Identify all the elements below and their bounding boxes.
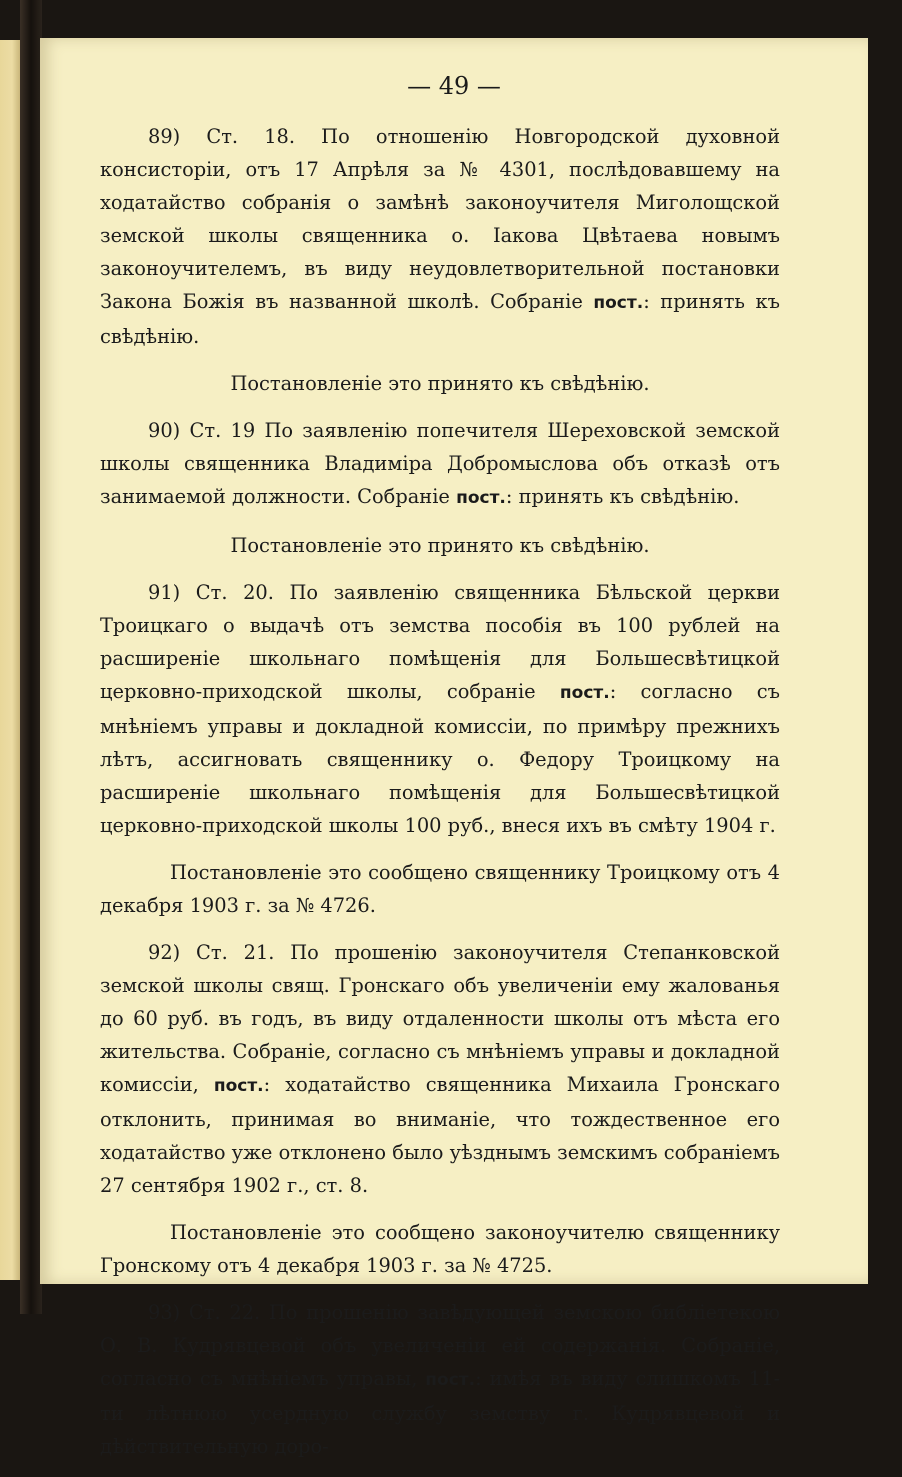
resolution-92: Постановленіе это сообщено законоучителю священнику Гронскому отъ 4 декабря 1903 г. за № 4725. bbox=[100, 1221, 780, 1277]
decision-marker: пост. bbox=[559, 683, 610, 703]
item-89: 89) Ст. 18. По отношенію Новгородской духовной консисторіи, отъ 17 Апрѣля за № 4301, послѣдовавшему на ходатайство собранія о замѣнѣ законоучителя Миголощской земской школы священника о. Іакова Цвѣтаева новымъ законоучителемъ, въ виду неудовлетворительной постановки Закона Божія въ названной школѣ. Собраніе пост.: принять къ свѣдѣнію. bbox=[100, 125, 780, 348]
decision-marker: пост. bbox=[593, 293, 644, 313]
resolution-90: Постановленіе это принято къ свѣдѣнію. bbox=[230, 534, 650, 557]
adjacent-page-edge bbox=[0, 40, 20, 1280]
decision-marker: пост. bbox=[456, 488, 506, 508]
item-91: 91) Ст. 20. По заявленію священника Бѣльской церкви Троицкаго о выдачѣ отъ земства пособія въ 100 рублей на расширеніе школьнаго помѣщенія для Большесвѣтицкой церковно-приходской школы, собраніе пост.: согласно съ мнѣніемъ управы и докладной комиссіи, по примѣру прежнихъ лѣтъ, ассигновать священнику о. Федору Троицкому на расширеніе школьнаго помѣщенія для Большесвѣтицкой церковно-приходской школы 100 руб., внеся ихъ въ смѣту 1904 г. bbox=[100, 581, 780, 837]
item-92: 92) Ст. 21. По прошенію законоучителя Степанковской земской школы свящ. Гронскаго объ увеличеніи ему жалованья до 60 руб. въ годъ, въ виду отдаленности школы отъ мѣста его жительства. Собраніе, согласно съ мнѣніемъ управы и докладной комиссіи, пост.: ходатайство священника Михаила Гронскаго отклонить, принимая во вниманіе, что тождественное его ходатайство уже отклонено было уѣзднымъ земскимъ собраніемъ 27 сентября 1902 г., ст. 8. bbox=[100, 941, 780, 1197]
item-90: 90) Ст. 19 По заявленію попечителя Шереховской земской школы священника Владиміра Добромыслова объ отказѣ отъ занимаемой должности. Собраніе пост.: принять къ свѣдѣнію. bbox=[100, 419, 780, 508]
decision-marker: пост. bbox=[425, 1370, 476, 1390]
decision-marker: пост. bbox=[213, 1076, 264, 1096]
document-page bbox=[40, 38, 868, 1458]
page-number: — 49 — bbox=[407, 72, 501, 100]
item-93: 93) Ст. 22. По прошенію завѣдующей земскою библіетекою О. В. Кудрявцевой объ увеличеніи ей содержанія. Собраніе, согласно съ мнѣніемъ управы, пост.: имѣя въ виду слишкомъ 11-ти лѣтнюю усердную службу земству г. Кудрявцевой и дѣйствительную доро- bbox=[100, 1301, 781, 1458]
resolution-91: Постановленіе это сообщено священнику Троицкому отъ 4 декабря 1903 г. за № 4726. bbox=[100, 861, 780, 917]
book-spine bbox=[20, 0, 42, 1314]
resolution-89: Постановленіе это принято къ свѣдѣнію. bbox=[230, 372, 650, 395]
page-body bbox=[100, 120, 780, 1477]
